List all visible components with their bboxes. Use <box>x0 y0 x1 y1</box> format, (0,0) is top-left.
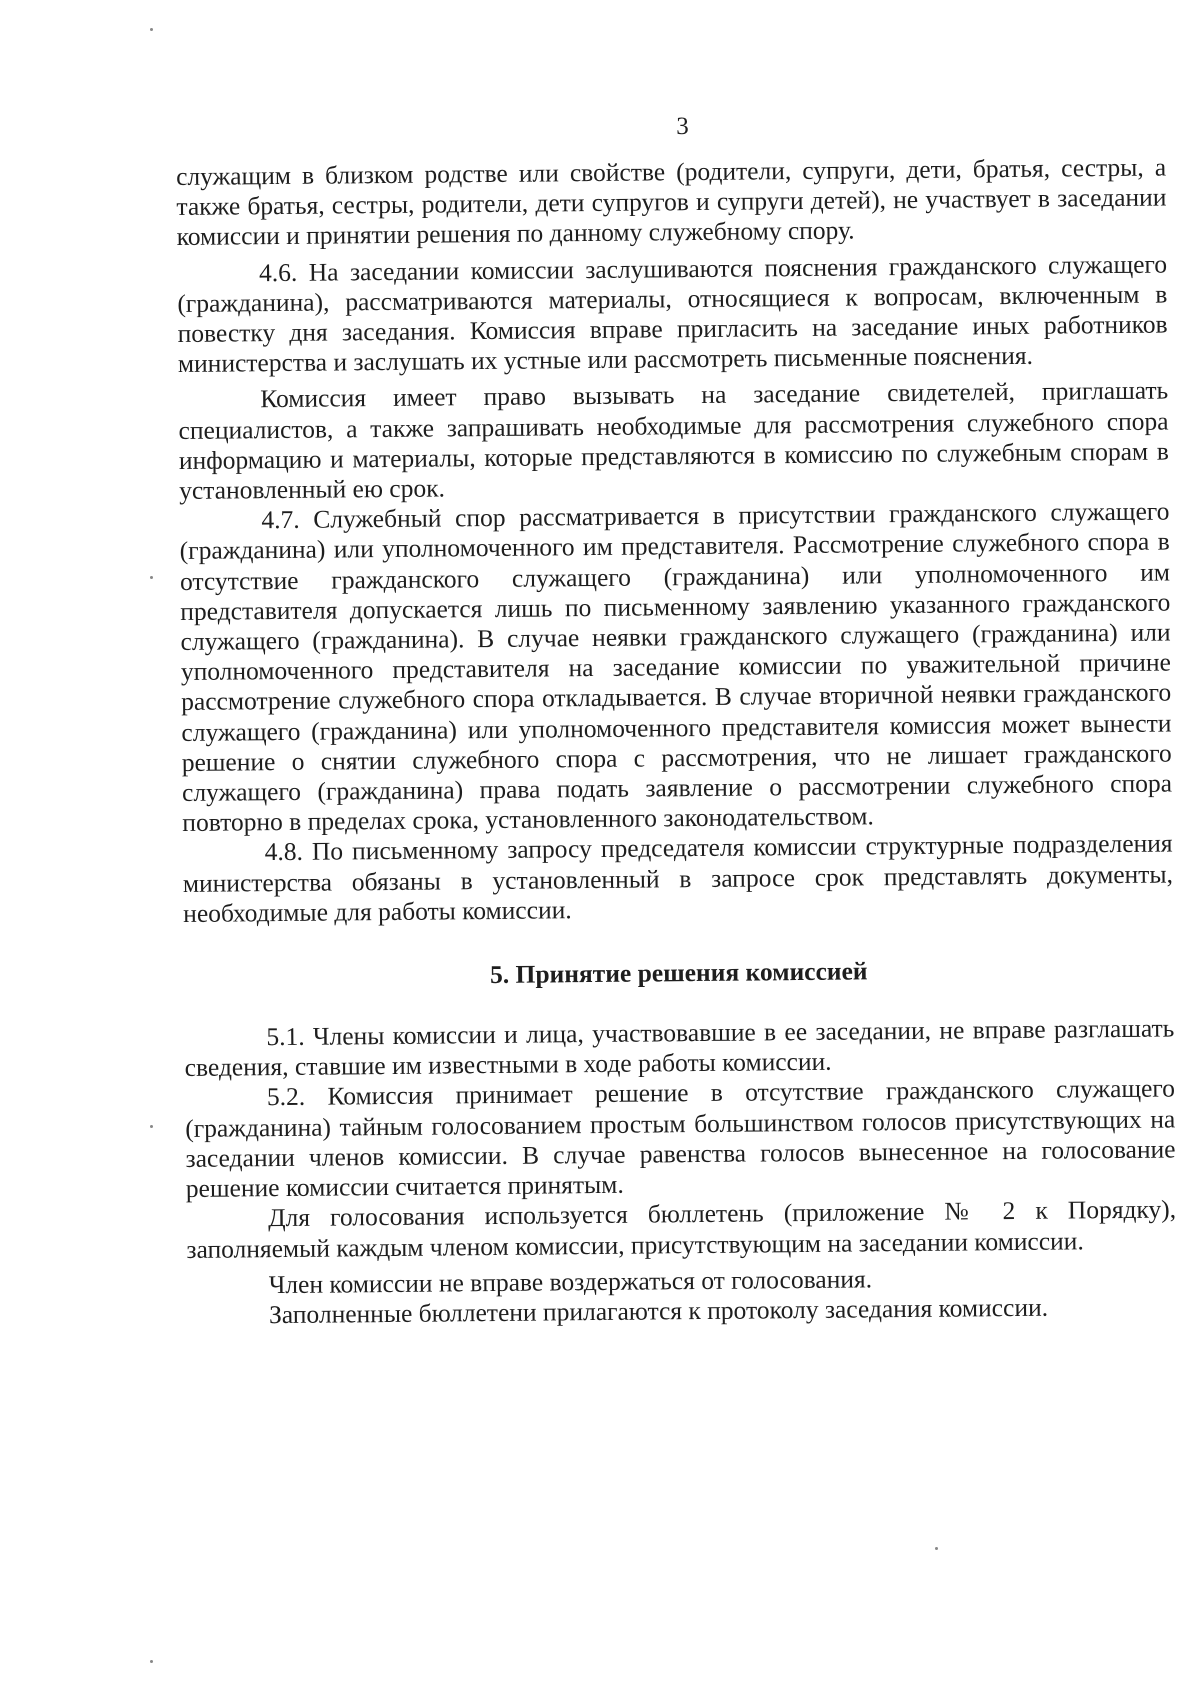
paragraph-4-6-witnesses: Комиссия имеет право вызывать на заседание свидетелей, приглашать специалистов, а также запрашивать необходимые для рассмотрения служебного спора информацию и материалы, которые представляются в комиссию по служебным спорам в установленный ею срок. <box>178 375 1169 506</box>
paragraph-5-2-abstain: Член комиссии не вправе воздержаться от голосования. <box>268 1264 873 1299</box>
scan-speck <box>150 1660 153 1663</box>
paragraph-4-7: 4.7. Служебный спор рассматривается в присутствии гражданского служащего (гражданина) или уполномоченного им представителя. Рассмотрение служебного спора в отсутствие гражданского служащего (гражданина) или уполномоченного им представителя допускается лишь по письменному заявлению указанного гражданского служащего (гражданина). В случае неявки гражданского служащего (гражданина) или уполномоченного представителя на заседание комиссии по уважительной причине рассмотрение служебного спора откладывается. В случае вторичной неявки гражданского служащего (гражданина) или уполномоченного представителя комиссия может вынести решение о снятии служебного спора с рассмотрения, что не лишает гражданского служащего (гражданина) права подать заявление о рассмотрении служебного спора повторно в пределах срока, установленного законодательством. <box>179 496 1173 838</box>
paragraph-5-1: 5.1. Члены комиссии и лица, участвовавшие в ее заседании, не вправе разглашать сведения, ставшие им известными в ходе работы комиссии. <box>184 1013 1175 1083</box>
paragraph-continuation: служащим в близком родстве или свойстве (родители, супруги, дети, братья, сестры, а также братья, сестры, родители, дети супругов и супруги детей), не участвует в заседании комиссии и принятии решения по данному служебному спору. <box>176 152 1167 252</box>
document-body <box>176 152 1177 1331</box>
paragraph-5-2-attach: Заполненные бюллетени прилагаются к протоколу заседания комиссии. <box>268 1292 1049 1330</box>
scan-speck <box>935 1547 938 1550</box>
scan-speck <box>150 576 153 579</box>
paragraph-5-2: 5.2. Комиссия принимает решение в отсутствие гражданского служащего (гражданина) тайным голосованием простым большинством голосов присутствующих на заседании членов комиссии. В случае равенства голосов вынесенное на голосование решение комиссии считается принятым. <box>185 1073 1176 1204</box>
paragraph-4-6: 4.6. На заседании комиссии заслушиваются пояснения гражданского служащего (гражданина), рассматриваются материалы, относящиеся к вопросам, включенным в повестку дня заседания. Комиссия вправе пригласить на заседание иных работников министерства и заслушать их устные или рассмотреть письменные пояснения. <box>177 249 1168 379</box>
paragraph-4-8: 4.8. По письменному запросу председателя комиссии структурные подразделения министерства обязаны в установленный в запросе срок представлять документы, необходимые для работы комиссии. <box>182 828 1174 928</box>
paragraph-5-2-ballot: Для голосования используется бюллетень (приложение № 2 к Порядку), заполняемый каждым членом комиссии, присутствующим на заседании комиссии. <box>186 1194 1177 1264</box>
page-number: 3 <box>676 113 689 140</box>
scan-speck <box>150 1125 153 1128</box>
section-5-heading: 5. Принятие решения комиссией <box>489 956 868 990</box>
scan-speck <box>150 28 153 31</box>
